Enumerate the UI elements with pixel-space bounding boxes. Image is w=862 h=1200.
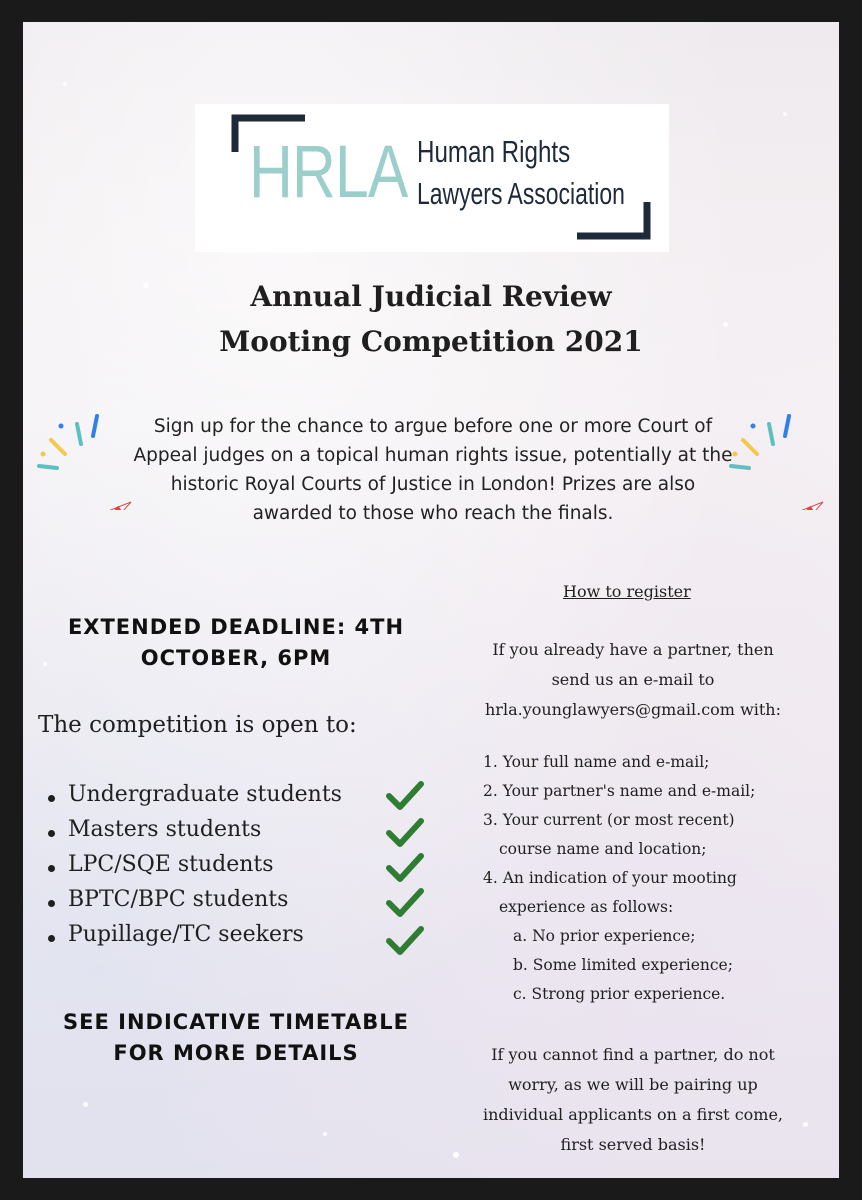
eligibility-label: Masters students [68, 817, 262, 842]
deadline-line1: EXTENDED DEADLINE: 4TH [67, 615, 405, 639]
title-line1: Annual Judicial Review [250, 280, 612, 313]
glitter-sparkle [83, 1102, 88, 1107]
open-to-heading: The competition is open to: [38, 712, 357, 738]
eligibility-label: BPTC/BPC students [68, 887, 289, 912]
step-item: c. Strong prior experience. [513, 985, 726, 1003]
poster [23, 22, 839, 1178]
party-popper-right-icon [723, 410, 831, 510]
step-item: 2. Your partner's name and e-mail; [483, 782, 756, 800]
eligibility-list [48, 782, 342, 957]
glitter-sparkle [63, 82, 67, 86]
register-outro-line1: If you cannot find a partner, do not [491, 1045, 775, 1064]
bullet-icon [48, 830, 55, 837]
logo-line1: Human Rights [417, 134, 571, 169]
list-item [48, 887, 342, 922]
eligibility-label: Undergraduate students [68, 782, 342, 807]
eligibility-label: LPC/SQE students [68, 852, 274, 877]
glitter-sparkle [783, 112, 787, 116]
register-intro-line1: If you already have a partner, then [492, 640, 774, 659]
step-item: experience as follows: [499, 898, 674, 916]
timetable-note [51, 1007, 421, 1069]
list-item [48, 852, 342, 887]
title-line2: Mooting Competition 2021 [219, 325, 643, 358]
checkmark-icon [385, 887, 425, 919]
how-to-register-heading: How to register [563, 582, 691, 601]
timetable-line2: FOR MORE DETAILS [113, 1041, 359, 1065]
register-email-link[interactable]: hrla.younglawyers@gmail.com with: [485, 700, 781, 719]
bullet-icon [48, 795, 55, 802]
step-item: 4. An indication of your mooting [483, 869, 737, 887]
bullet-icon [48, 900, 55, 907]
step-item: 3. Your current (or most recent) [483, 811, 735, 829]
checkmark-icon [385, 817, 425, 849]
party-popper-left-icon [31, 410, 139, 510]
register-outro-line4: first served basis! [560, 1135, 706, 1154]
list-item [48, 817, 342, 852]
checkmark-icon [385, 780, 425, 812]
logo-acronym: HRLA [249, 130, 408, 213]
glitter-sparkle [323, 1132, 327, 1136]
logo-line2: Lawyers Association [417, 176, 625, 211]
checkmark-icon [385, 925, 425, 957]
deadline [51, 612, 421, 674]
register-outro-line2: worry, as we will be pairing up [508, 1075, 758, 1094]
timetable-line1: SEE INDICATIVE TIMETABLE [63, 1010, 409, 1034]
register-steps [483, 748, 755, 1009]
eligibility-label: Pupillage/TC seekers [68, 922, 304, 947]
register-intro-line2: send us an e-mail to [551, 670, 715, 689]
hrla-logo [195, 104, 669, 252]
step-item: b. Some limited experience; [513, 956, 733, 974]
deadline-line2: OCTOBER, 6PM [140, 646, 332, 670]
register-outro-line3: individual applicants on a first come, [482, 1105, 784, 1124]
bullet-icon [48, 935, 55, 942]
intro-text: Sign up for the chance to argue before one or more Court of Appeal judges on a topical human rights issue, potentially at the historic Royal Courts of Justice in London! Prizes are also awarded to those who reach the finals. [133, 416, 733, 524]
bullet-icon [48, 865, 55, 872]
step-item: 1. Your full name and e-mail; [483, 753, 710, 771]
list-item [48, 922, 342, 957]
glitter-sparkle [43, 662, 47, 666]
list-item [48, 782, 342, 817]
checkmark-icon [385, 852, 425, 884]
step-item: course name and location; [499, 840, 707, 858]
step-item: a. No prior experience; [513, 927, 696, 945]
